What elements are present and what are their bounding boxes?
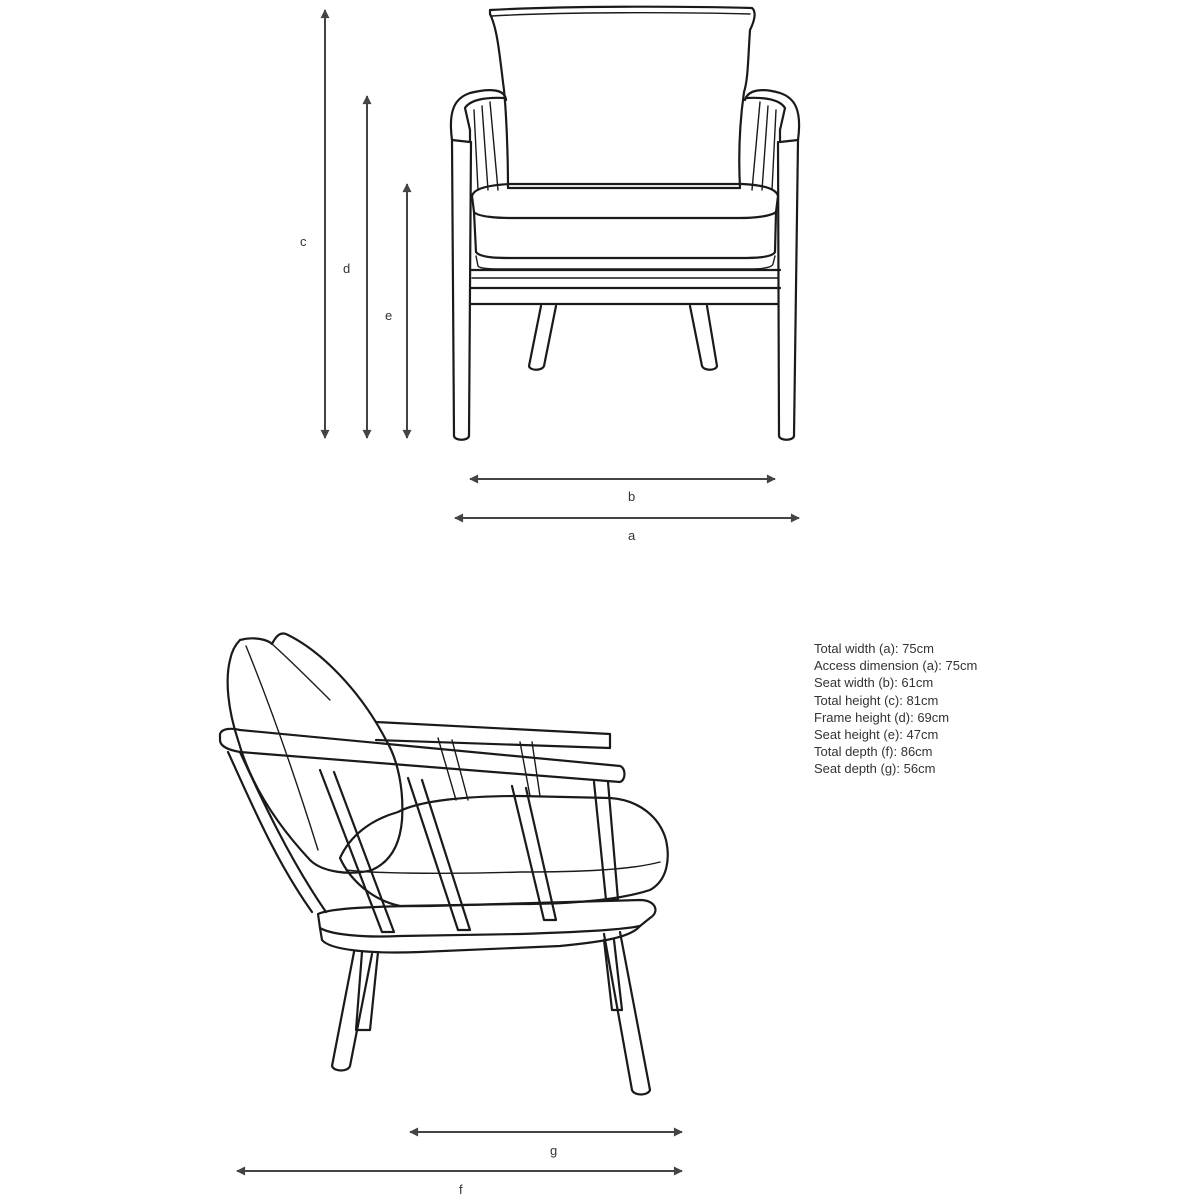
dimension-e-label: e	[385, 308, 393, 323]
spec-total-height: Total height (c): 81cm	[814, 692, 939, 708]
spec-seat-width: Seat width (b): 61cm	[814, 675, 934, 691]
specifications-list	[814, 640, 977, 778]
side-view-chair	[220, 633, 668, 1094]
dimension-a-label: a	[628, 528, 636, 543]
dimension-f-label: f	[459, 1182, 463, 1197]
spec-total-depth: Total depth (f): 86cm	[814, 744, 933, 760]
spec-total-width: Total width (a): 75cm	[814, 641, 934, 656]
spec-seat-depth: Seat depth (g): 56cm	[814, 761, 936, 777]
front-view-chair	[451, 7, 799, 440]
dimension-d-label: d	[343, 261, 351, 276]
spec-access-dimension: Access dimension (a): 75cm	[814, 658, 978, 674]
spec-seat-height: Seat height (e): 47cm	[814, 727, 939, 743]
dimension-c-label: c	[300, 234, 307, 249]
spec-frame-height: Frame height (d): 69cm	[814, 709, 950, 725]
dimension-g-label: g	[550, 1143, 558, 1158]
dimension-b-label: b	[628, 489, 636, 504]
